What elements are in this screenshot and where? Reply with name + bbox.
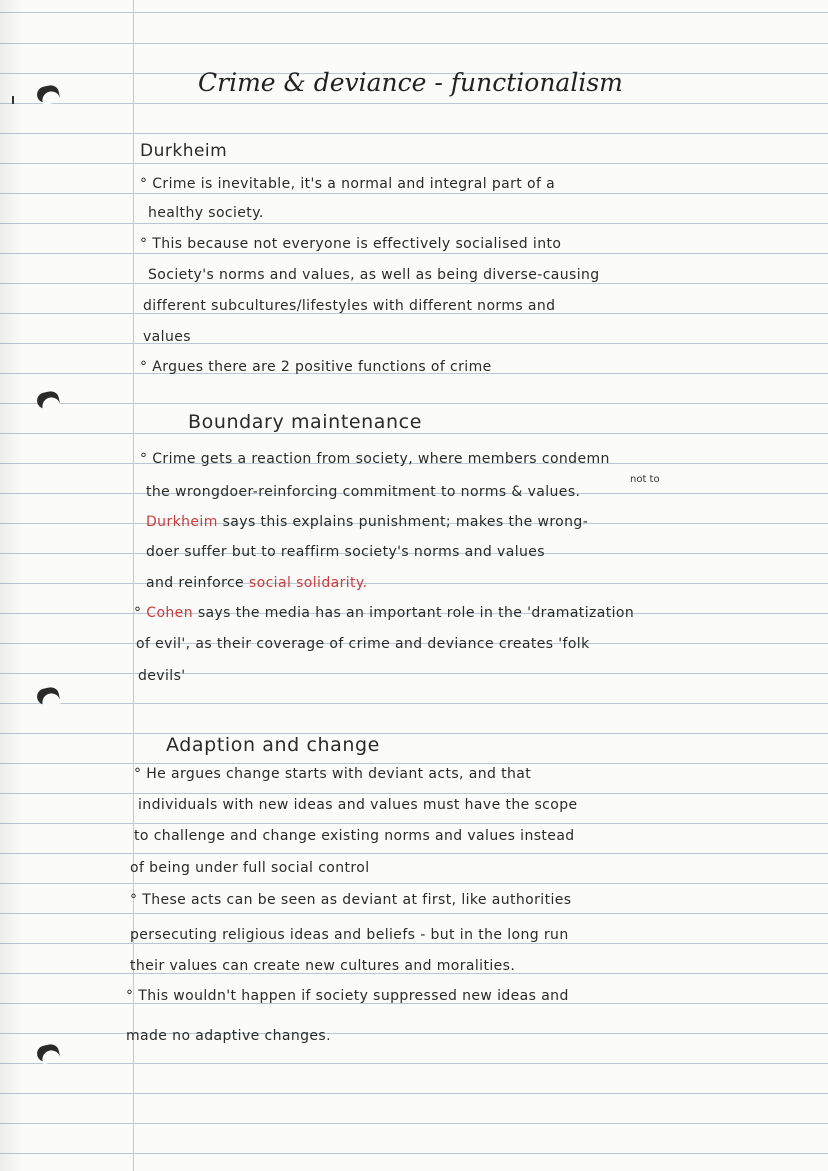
note-line: ° Crime is inevitable, it's a normal and integral part of a [140, 176, 556, 192]
note-line: individuals with new ideas and values must have the scope [138, 797, 578, 813]
note-line: persecuting religious ideas and beliefs - but in the long run [130, 927, 569, 943]
note-text: ° [134, 605, 147, 621]
note-line: ° These acts can be seen as deviant at first, like authorities [130, 892, 572, 908]
note-line: different subcultures/lifestyles with different norms and [143, 298, 556, 314]
note-line: healthy society. [148, 205, 264, 221]
insertion-note: not to [630, 474, 660, 485]
note-line [146, 575, 367, 591]
note-line: devils' [138, 668, 186, 684]
note-line: doer suffer but to reaffirm society's norms and values [146, 544, 545, 560]
note-line: ° This wouldn't happen if society suppressed new ideas and [126, 988, 569, 1004]
note-line [134, 605, 634, 621]
note-line: ° Crime gets a reaction from society, where members condemn [140, 451, 610, 467]
note-line: of being under full social control [130, 860, 370, 876]
note-text: and reinforce [146, 575, 249, 591]
note-line: made no adaptive changes. [126, 1028, 331, 1044]
section-heading-durkheim: Durkheim [140, 141, 228, 161]
binder-hole [36, 84, 61, 104]
note-line: to challenge and change existing norms and values instead [134, 828, 575, 844]
note-line: ° This because not everyone is effectively socialised into [140, 236, 562, 252]
binder-hole [36, 686, 61, 706]
note-line: values [143, 329, 191, 345]
note-line: Society's norms and values, as well as being diverse-causing [148, 267, 600, 283]
highlight-cohen: Cohen [146, 605, 193, 621]
note-text: says the media has an important role in the 'dramatization [192, 605, 635, 621]
highlight-social-solidarity: social solidarity. [248, 575, 368, 591]
note-line: ° He argues change starts with deviant acts, and that [134, 766, 532, 782]
note-line: the wrongdoer-reinforcing commitment to norms & values. [146, 484, 581, 500]
note-line: ° Argues there are 2 positive functions of crime [140, 359, 492, 375]
note-text: says this explains punishment; makes the wrong- [217, 514, 589, 530]
note-line [146, 514, 588, 530]
binder-hole [36, 1043, 61, 1063]
note-line: of evil', as their coverage of crime and deviance creates 'folk [136, 636, 590, 652]
binder-hole [36, 390, 61, 410]
margin-tick [12, 96, 14, 104]
subheading-adaption-and-change: Adaption and change [166, 734, 380, 756]
page-title: Crime & deviance - functionalism [198, 68, 623, 97]
highlight-durkheim: Durkheim [146, 514, 218, 530]
subheading-boundary-maintenance: Boundary maintenance [188, 411, 423, 433]
note-line: their values can create new cultures and moralities. [130, 958, 516, 974]
